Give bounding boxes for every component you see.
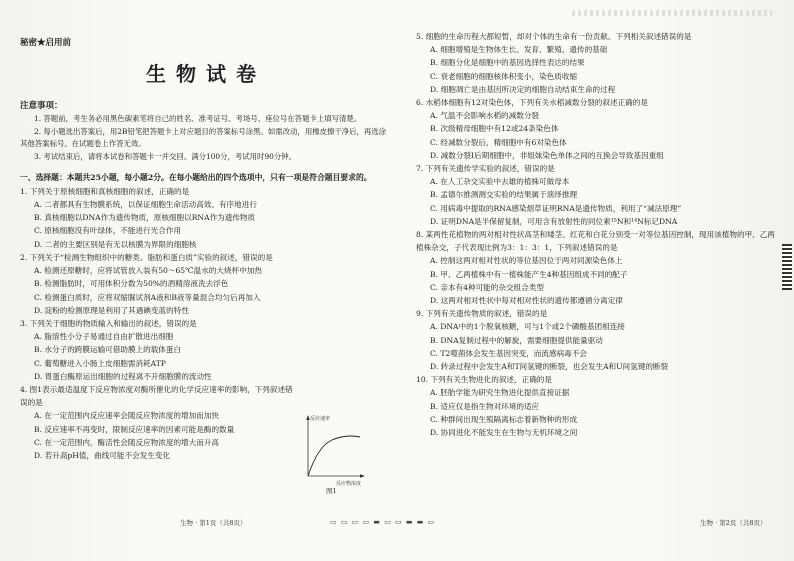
question-stem: 4. 图1表示最适温度下反应物浓度对酶所催化的化学反应速率的影响，下列叙述错误的是 (20, 384, 293, 408)
option: C. 经减数分裂后，精细胞中有6对染色体 (430, 137, 567, 147)
question-stem: 3. 下列关于细胞的物质输入和输出的叙述，错误的是 (20, 318, 197, 328)
option: B. 甲、乙两植株中有一植株能产生4种基因组成不同的配子 (430, 269, 628, 279)
option: B. DNA复制过程中的解旋，需要细胞提供能量驱动 (430, 335, 603, 345)
option: D. 淀粉的检测原理是利用了其遇碘变蓝的特性 (34, 305, 189, 315)
option: D. 二者的主要区别是有无以核膜为界限的细胞核 (34, 239, 197, 249)
option: A. DNA中的1个脱氧核糖，可与1个或2个磷酸基团相连接 (430, 322, 625, 332)
question (416, 96, 780, 162)
notice-item: 2. 每小题选出答案后，用2B铅笔把答题卡上对应题目的答案标号涂黑。如需改动，用橡皮擦干净后，再选涂其他答案标号。在试题卷上作答无效。 (20, 126, 387, 149)
y-axis-label: 反应速率 (310, 416, 331, 422)
option: C. 检测蛋白质时，应将双缩脲试剂A液和B液等量混合均匀后再加入 (34, 292, 261, 302)
option: C. 原核细胞没有叶绿体，不能进行光合作用 (34, 226, 182, 236)
option: C. 亲本有4种可能的杂交组合类型 (430, 282, 544, 292)
question-stem: 2. 下列关于“检测生物组织中的糖类、脂肪和蛋白质”实验的叙述，错误的是 (20, 252, 273, 262)
option: C. 葡萄糖进入小肠上皮细胞需消耗ATP (34, 358, 166, 368)
option: A. 胚胎学能为研究生物进化提供直接证据 (430, 388, 570, 398)
option: D. 协同进化不能发生在生物与无机环境之间 (430, 428, 578, 438)
option: C. T2噬菌体会发生基因突变，而流感病毒不会 (430, 348, 587, 358)
left-column (20, 30, 392, 462)
right-column (416, 30, 780, 439)
option: C. 用病毒中提取的RNA感染烟草证明RNA是遗传物质，利用了“减法原理” (430, 203, 682, 213)
question-stem: 10. 下列有关生物进化的叙述，正确的是 (416, 375, 552, 385)
option: A. 细胞增殖是生物体生长、发育、繁殖、遗传的基础 (430, 45, 608, 55)
option: B. 水分子的跨膜运输可借助膜上的载体蛋白 (34, 345, 182, 355)
exam-title: 生物试卷 (146, 62, 266, 86)
section-heading: 一、选择题：本题共25小题，每小题2分。在每小题给出的四个选项中，只有一项是符合题目要求的。 (20, 173, 372, 183)
option: D. 胃蛋白酶原运出细胞的过程离不开细胞膜的流动性 (34, 371, 212, 381)
question-stem: 8. 某两性花植物的两对相对性状高茎和矮茎、红花和白花分别受一对等位基因控制，现用该植物的甲、乙两植株杂交，子代表现比例为3：1：3：1，下列叙述错误的是 (416, 230, 775, 253)
option: B. 真核细胞以DNA作为遗传物质，原核细胞以RNA作为遗传物质 (34, 213, 256, 223)
question (416, 373, 780, 439)
secret-label: 秘密★启用前 (20, 38, 72, 48)
option: C. 在一定范围内，酶活性会随反应物浓度的增大而升高 (34, 437, 220, 447)
binding-barcode (782, 244, 792, 290)
question-stem: 9. 下列有关遗传物质的叙述，错误的是 (416, 309, 548, 319)
question (20, 317, 392, 383)
footer-marks: ▭ ▭ ▭ ▭ ▬ ▭ ▭ ▬ ▬ ▭ (330, 518, 436, 526)
option: B. 次级精母细胞中有12或24条染色体 (430, 124, 559, 134)
option: C. 衰老细胞的细胞核体积变小，染色质收缩 (430, 71, 578, 81)
question-stem: 5. 细胞的生命历程大都短暂，却对个体的生命有一份贡献。下列相关叙述错误的是 (416, 32, 692, 41)
question-stem: 7. 下列有关遗传学实验的叙述，错误的是 (416, 164, 555, 174)
x-axis-arrow (360, 474, 365, 478)
figure-1-graph (296, 406, 366, 492)
option: B. 检测脂肪时，可用体积分数为50%的酒精溶液洗去浮色 (34, 279, 229, 289)
option: D. 细胞凋亡是由基因所决定的细胞自动结束生命的过程 (430, 84, 616, 94)
question (20, 251, 392, 317)
option: D. 减数分裂Ⅰ后期细胞中，非姐妹染色单体之间的互换会导致基因重组 (430, 150, 664, 160)
question-stem: 1. 下列关于原核细胞和真核细胞的叙述，正确的是 (20, 186, 190, 196)
option: D. 这两对相对性状中每对相对性状的遗传都遵循分离定律 (430, 296, 623, 306)
option: B. 细胞分化是细胞中的基因选择性表达的结果 (430, 58, 585, 68)
notice-item: 3. 考试结束后，请将本试卷和答题卡一并交回。满分100分，考试用时90分钟。 (34, 151, 297, 161)
option: B. 反应速率不再变时，限制反应速率的因素可能是酶的数量 (34, 424, 235, 434)
option: A. 控制这两对相对性状的等位基因位于两对同源染色体上 (430, 256, 623, 266)
option: B. 适应仅是指生物对环境的适应 (430, 401, 540, 411)
option: D. 转录过程中会发生A和T间氢键的断裂，也会发生A和U间氢键的断裂 (430, 362, 669, 372)
question (416, 228, 780, 307)
question (416, 307, 780, 373)
option: A. 气温不会影响水稻的减数分裂 (430, 111, 540, 121)
scan-edge-marks (572, 10, 772, 16)
option: A. 检测还原糖时，应将试管放入装有50～65℃温水的大烧杯中加热 (34, 266, 262, 276)
option: A. 在人工杂交实验中去雄的植株可做母本 (430, 177, 570, 187)
notice-item: 1. 答题前，考生务必用黑色碳素笔将自己的姓名、准考证号、考场号、座位号在答题卡上填写清楚。 (34, 114, 362, 123)
option: B. 孟德尔推测测交实验的结果属于演绎推理 (430, 190, 578, 200)
option: A. 二者都具有生物膜系统，以保证细胞生命活动高效、有序地进行 (34, 200, 257, 210)
question (416, 162, 780, 228)
question (416, 30, 780, 96)
question-stem: 6. 水稻体细胞有12对染色体，下列有关水稻减数分裂的叙述正确的是 (416, 98, 648, 108)
rate-curve (308, 436, 360, 476)
option: D. 若升高pH值，曲线可能不会发生变化 (34, 450, 171, 460)
footer-page-right: 生物 · 第2页（共8页） (700, 519, 767, 527)
option: A. 在一定范围内反应速率会随反应物浓度的增加而加快 (34, 411, 219, 421)
footer-page-left: 生物 · 第1页（共8页） (180, 519, 247, 527)
option: A. 脂溶性小分子易通过自由扩散进出细胞 (34, 332, 174, 342)
option: C. 种群间出现生殖隔离标志着新物种的形成 (430, 414, 578, 424)
option: D. 证明DNA是半保留复制，可用含有放射性的同位素¹⁵N和¹⁴N标记DNA (430, 216, 678, 226)
notice-heading: 注意事项： (20, 101, 63, 111)
x-axis-label: 反应物浓度 (336, 481, 362, 487)
question (20, 185, 392, 251)
figure-caption: 图1 (326, 487, 337, 495)
